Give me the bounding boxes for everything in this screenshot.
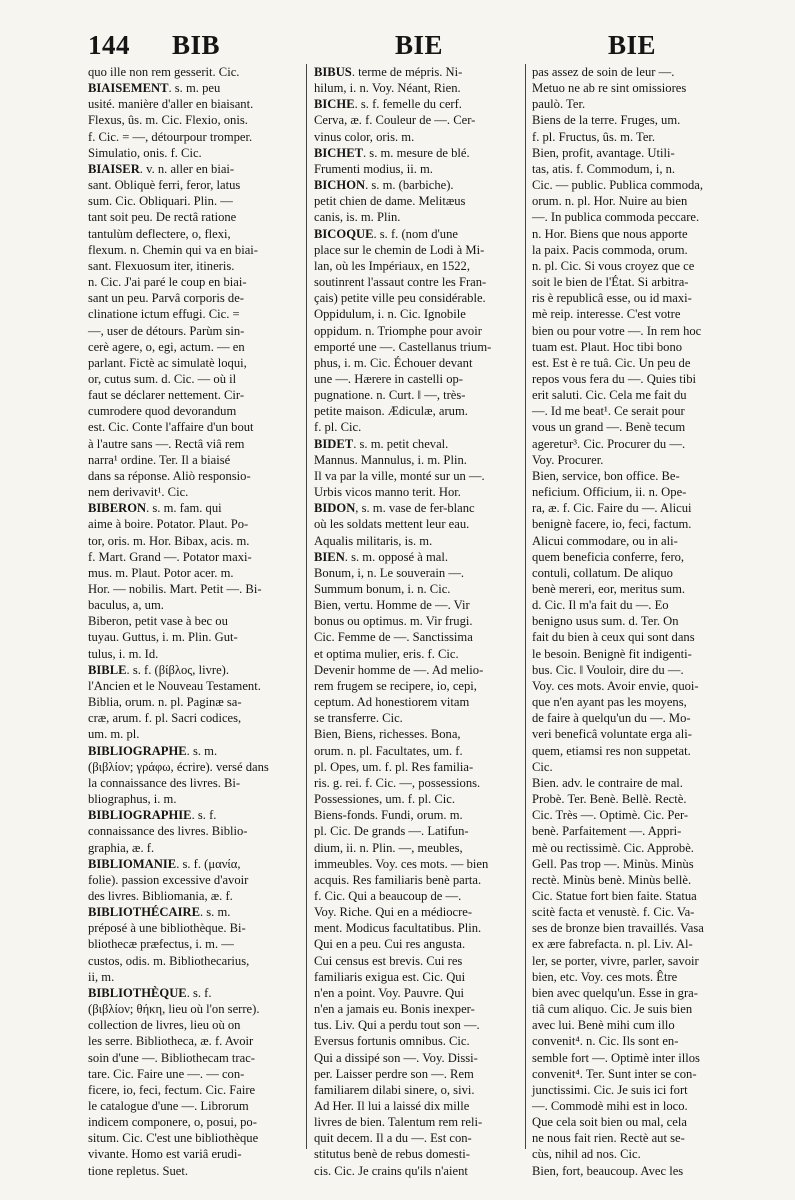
- column-divider: [525, 64, 526, 1149]
- text-line: de faire à quelqu'un du —. Mo-: [532, 711, 691, 726]
- text-columns: [88, 64, 756, 1178]
- text-line: um. m. pl.: [88, 727, 140, 742]
- text-line: tant soit peu. De rectâ ratione: [88, 210, 237, 225]
- text-line: Qui en a peu. Cui res angusta.: [314, 937, 466, 952]
- text-line: Alicui commodare, ou in ali-: [532, 533, 678, 548]
- text-line: per. Laisser perdre son —. Rem: [314, 1066, 474, 1081]
- text-line: Aqualis militaris, is. m.: [314, 533, 433, 548]
- text-line: bien avec quelqu'un. Esse in gra-: [532, 985, 698, 1000]
- text-line: BIAISEMENT. s. m. peu: [88, 81, 221, 96]
- text-line: Biens-fonds. Fundi, orum. m.: [314, 808, 463, 823]
- text-line: Metuo ne ab re sint omissiores: [532, 81, 687, 96]
- text-line: Gell. Pas trop —. Minùs. Minùs: [532, 856, 694, 871]
- text-line: ler, se porter, vivre, parler, savoir: [532, 953, 699, 968]
- text-line: où les soldats mettent leur eau.: [314, 517, 470, 532]
- text-line: soutinrent l'assaut contre les Fran-: [314, 275, 487, 290]
- text-line: vinus color, oris. m.: [314, 129, 415, 144]
- text-line: rem frugem se recipere, io, cepi,: [314, 678, 477, 693]
- text-line: BIDON, s. m. vase de fer-blanc: [314, 501, 475, 516]
- text-line: Bien, fort, beaucoup. Avec les: [532, 1163, 684, 1178]
- text-line: Cui census est brevis. Cui res: [314, 953, 463, 968]
- column-3: [532, 64, 748, 1178]
- text-line: phus, i. m. Cic. Échouer devant: [314, 355, 473, 370]
- text-line: ment. Modicus facultatibus. Plin.: [314, 921, 482, 936]
- text-line: semble fort —. Optimè inter illos: [532, 1050, 700, 1065]
- text-line: Cic.: [532, 759, 553, 774]
- text-line: benignè facere, io, feci, factum.: [532, 517, 692, 532]
- text-line: dans sa réponse. Aliò responsio-: [88, 468, 251, 483]
- text-line: aime à boire. Potator. Plaut. Po-: [88, 517, 249, 532]
- text-line: tor, oris. m. Hor. Bibax, acis. m.: [88, 533, 250, 548]
- text-line: tiâ cum aliquo. Cic. Je suis bien: [532, 1002, 693, 1017]
- text-line: custos, odis. m. Bibliothecarius,: [88, 953, 250, 968]
- text-line: veri beneficâ voluntate erga ali-: [532, 727, 692, 742]
- text-line: tas, atis. f. Commodum, i, n.: [532, 161, 676, 176]
- text-line: Cic. — public. Publica commoda,: [532, 178, 704, 193]
- text-line: cis. Cic. Je crains qu'ils n'aient: [314, 1163, 468, 1178]
- text-line: BIBLIOGRAPHIE. s. f.: [88, 808, 217, 823]
- text-line: ra, æ. f. Cic. Faire du —. Alicui: [532, 501, 692, 516]
- text-line: à l'autre sans —. Rectâ viâ rem: [88, 436, 245, 451]
- text-line: —. Id me beat¹. Ce serait pour: [532, 404, 685, 419]
- text-line: orum. n. pl. Facultates, um. f.: [314, 743, 463, 758]
- text-line: Summum bonum, i. n. Cic.: [314, 582, 451, 596]
- text-line: Bien, profit, avantage. Utili-: [532, 145, 675, 160]
- text-line: n. pl. Cic. Si vous croyez que ce: [532, 258, 695, 273]
- text-line: sum. Cic. Obliquari. Plin. —: [88, 194, 233, 209]
- text-line: Urbis vicos manno terit. Hor.: [314, 485, 461, 500]
- page-number: 144: [88, 30, 130, 60]
- text-line: pugnatione. n. Curt. ‖ —, très-: [314, 388, 466, 403]
- text-line: est. Cic. Conte l'affaire d'un bout: [88, 420, 254, 435]
- text-line: tare. Cic. Faire une —. — con-: [88, 1066, 245, 1081]
- text-line: BIBUS. terme de mépris. Ni-: [314, 65, 463, 79]
- text-line: acquis. Res familiaris benè parta.: [314, 872, 482, 887]
- text-line: benigno usus sum. d. Ter. On: [532, 614, 679, 629]
- text-line: nem derivavit¹. Cic.: [88, 485, 189, 500]
- text-line: ses de bronze bien travaillés. Vasa: [532, 921, 704, 936]
- column-divider: [306, 64, 307, 1149]
- text-line: BICHET. s. m. mesure de blé.: [314, 145, 470, 160]
- text-line: n'en a jamais eu. Bonis inexper-: [314, 1002, 475, 1017]
- column-2: [314, 64, 524, 1178]
- text-line: vous un grand —. Benè tecum: [532, 420, 686, 435]
- text-line: junctissimi. Cic. Je suis ici fort: [532, 1082, 688, 1097]
- text-line: bonus ou optimus. m. Vir frugi.: [314, 614, 473, 629]
- text-line: Bien, vertu. Homme de —. Vir: [314, 598, 470, 613]
- page-header: [88, 30, 756, 66]
- text-line: BICOQUE. s. f. (nom d'une: [314, 226, 458, 241]
- text-line: —. In publica commoda peccare.: [532, 210, 700, 225]
- text-line: faut se déclarer nettement. Cir-: [88, 388, 245, 403]
- text-line: ficere, io, feci, fectum. Cic. Faire: [88, 1082, 256, 1097]
- text-line: est. Est è re tuâ. Cic. Un peu de: [532, 355, 691, 370]
- text-line: çais) petite ville peu considérable.: [314, 291, 486, 306]
- text-line: bien, etc. Voy. ces mots. Être: [532, 969, 678, 984]
- text-line: n'en a point. Voy. Pauvre. Qui: [314, 985, 464, 1000]
- text-line: BIBLIOGRAPHE. s. m.: [88, 743, 218, 758]
- text-line: BIBLIOTHÈQUE. s. f.: [88, 985, 212, 1000]
- text-line: BIBLIOTHÉCAIRE. s. m.: [88, 905, 231, 920]
- text-line: Devenir homme de —. Ad melio-: [314, 662, 484, 677]
- text-line: bliothecæ præfectus, i. m. —: [88, 937, 234, 952]
- text-line: Mannus. Mannulus, i. m. Plin.: [314, 452, 467, 467]
- text-line: pl. Opes, um. f. pl. Res familia-: [314, 759, 474, 774]
- text-line: bliographus, i. m.: [88, 792, 177, 807]
- text-line: Frumenti modius, ii. m.: [314, 161, 433, 176]
- text-line: Cerva, æ. f. Couleur de —. Cer-: [314, 113, 476, 128]
- text-line: collection de livres, lieu où on: [88, 1018, 241, 1033]
- text-line: Simulatio, onis. f. Cic.: [88, 145, 202, 160]
- text-line: petite maison. Ædiculæ, arum.: [314, 404, 468, 419]
- text-line: Flexus, ûs. m. Cic. Flexio, onis.: [88, 113, 248, 128]
- text-line: clinatione ictum effugi. Cic. =: [88, 307, 240, 322]
- text-line: orum. n. pl. Hor. Nuire au bien: [532, 194, 688, 209]
- text-line: stitutus benè de rebus domesti-: [314, 1147, 470, 1162]
- text-line: n. Hor. Biens que nous apporte: [532, 226, 688, 241]
- text-line: Hor. — nobilis. Mart. Petit —. Bi-: [88, 582, 262, 596]
- text-line: (βιβλίον; γράφω, écrire). versé dans: [88, 759, 269, 774]
- text-line: mè ou rectissimè. Cic. Approbè.: [532, 840, 694, 855]
- text-line: bien ou pour votre —. In rem hoc: [532, 323, 702, 338]
- text-line: Possessiones, um. f. pl. Cic.: [314, 792, 455, 807]
- text-line: neficium. Officium, ii. n. Ope-: [532, 485, 687, 500]
- text-line: situm. Cic. C'est une bibliothèque: [88, 1131, 259, 1146]
- text-line: Ad Her. Il lui a laissé dix mille: [314, 1099, 470, 1113]
- text-line: BIBLIOMANIE. s. f. (μανία,: [88, 856, 241, 871]
- text-line: quem, etiamsi res non suppetat.: [532, 743, 691, 758]
- text-line: Probè. Ter. Benè. Bellè. Rectè.: [532, 792, 687, 807]
- text-line: quit decem. Il a du —. Est con-: [314, 1131, 472, 1146]
- text-line: convenit⁴. Ter. Sunt inter se con-: [532, 1066, 697, 1081]
- text-line: (βιβλίον; θήκη, lieu où l'on serre).: [88, 1002, 260, 1017]
- column-1: [88, 64, 298, 1178]
- text-line: canis, is. m. Plin.: [314, 210, 401, 225]
- text-line: mè reip. interesse. C'est votre: [532, 307, 681, 322]
- text-line: familiarem dilabi sinere, o, sivi.: [314, 1082, 475, 1097]
- text-line: tuyau. Guttus, i. m. Plin. Gut-: [88, 630, 238, 645]
- text-line: f. Mart. Grand —. Potator maxi-: [88, 549, 252, 564]
- text-line: Bien, Biens, richesses. Bona,: [314, 727, 461, 742]
- text-line: dium, ii. n. Plin. —, meubles,: [314, 840, 463, 855]
- text-line: ageretur³. Cic. Procurer du —.: [532, 436, 686, 451]
- text-line: emporté une —. Castellanus trium-: [314, 339, 492, 354]
- text-line: ii, m.: [88, 969, 115, 984]
- text-line: Cic. Très —. Optimè. Cic. Per-: [532, 808, 689, 823]
- text-line: et optima mulier, eris. f. Cic.: [314, 646, 459, 661]
- text-line: n. Cic. J'ai paré le coup en biai-: [88, 275, 247, 290]
- text-line: baculus, a, um.: [88, 598, 164, 613]
- text-line: Biblia, orum. n. pl. Paginæ sa-: [88, 695, 242, 710]
- text-line: BIEN. s. m. opposé à mal.: [314, 549, 448, 564]
- text-line: —. Commodè mihi est in loco.: [532, 1099, 688, 1113]
- text-line: une —. Hærere in castelli op-: [314, 371, 463, 386]
- text-line: petit chien de dame. Melitæus: [314, 194, 466, 209]
- text-line: tantulùm deflectere, o, flexi,: [88, 226, 231, 241]
- text-line: benè mereri, eor, meritus sum.: [532, 582, 686, 596]
- text-line: que n'en ayant pas les moyens,: [532, 695, 687, 710]
- text-line: Voy. ces mots. Avoir envie, quoi-: [532, 678, 699, 693]
- text-line: ne nous fait rien. Rectè aut se-: [532, 1131, 685, 1146]
- text-line: Eversus fortunis omnibus. Cic.: [314, 1034, 470, 1049]
- text-line: bus. Cic. ‖ Vouloir, dire du —.: [532, 662, 684, 677]
- text-line: repos vous fera du —. Quies tibi: [532, 371, 697, 386]
- text-line: place sur le chemin de Lodi à Mi-: [314, 242, 485, 257]
- text-line: les serre. Bibliotheca, æ. f. Avoir: [88, 1034, 254, 1049]
- text-line: cumrodere quod devorandum: [88, 404, 237, 419]
- text-line: mus. m. Plaut. Potor acer. m.: [88, 565, 234, 580]
- text-line: des livres. Bibliomania, æ. f.: [88, 888, 233, 903]
- text-line: le catalogue d'une —. Librorum: [88, 1099, 249, 1113]
- text-line: rectè. Minùs benè. Minùs bellè.: [532, 872, 692, 887]
- text-line: pas assez de soin de leur —.: [532, 65, 675, 79]
- text-line: oppidum. n. Triomphe pour avoir: [314, 323, 482, 338]
- text-line: contuli, collatum. De aliquo: [532, 565, 673, 580]
- text-line: connaissance des livres. Biblio-: [88, 824, 248, 839]
- text-line: erit saluti. Cic. Cela me fait du: [532, 388, 687, 403]
- text-line: tulus, i. m. Id.: [88, 646, 159, 661]
- text-line: BICHE. s. f. femelle du cerf.: [314, 97, 462, 112]
- text-line: se transferre. Cic.: [314, 711, 403, 726]
- text-line: cerè agere, o, egi, actum. — en: [88, 339, 245, 354]
- text-line: f. Cic. Qui a beaucoup de —.: [314, 888, 462, 903]
- text-line: cùs, nihil ad nos. Cic.: [532, 1147, 641, 1162]
- text-line: d. Cic. Il m'a fait du —. Eo: [532, 598, 669, 613]
- text-line: hilum, i. n. Voy. Néant, Rien.: [314, 81, 461, 96]
- text-line: Bonum, i, n. Le souverain —.: [314, 565, 465, 580]
- text-line: vivante. Homo est variâ erudi-: [88, 1147, 242, 1162]
- text-line: lan, où les Impériaux, en 1522,: [314, 258, 470, 273]
- text-line: Biberon, petit vase à bec ou: [88, 614, 228, 629]
- text-line: indicem componere, o, posui, po-: [88, 1115, 257, 1130]
- text-line: BICHON. s. m. (barbiche).: [314, 178, 454, 193]
- text-line: BIBLE. s. f. (βίβλος, livre).: [88, 662, 230, 677]
- text-line: sant. Flexuosum iter, itineris.: [88, 258, 235, 273]
- text-line: f. Cic. = —, détourpour tromper.: [88, 129, 253, 144]
- guide-word-right: BIE: [608, 30, 657, 60]
- text-line: ris. g. rei. f. Cic. —, possessions.: [314, 775, 481, 790]
- text-line: fait du bien à ceux qui sont dans: [532, 630, 695, 645]
- text-line: Bien. adv. le contraire de mal.: [532, 775, 683, 790]
- text-line: ex ære fabrefacta. n. pl. Liv. Al-: [532, 937, 693, 952]
- text-line: ris è republicâ esse, ou id maxi-: [532, 291, 692, 306]
- text-line: sant. Obliquè ferri, feror, latus: [88, 178, 241, 193]
- text-line: f. pl. Cic.: [314, 420, 362, 435]
- text-line: ceptum. Ad honestiorem vitam: [314, 695, 470, 710]
- text-line: Il va par la ville, monté sur un —.: [314, 468, 485, 483]
- text-line: préposé à une bibliothèque. Bi-: [88, 921, 246, 936]
- text-line: pl. Cic. De grands —. Latifun-: [314, 824, 469, 839]
- text-line: Qui a dissipé son —. Voy. Dissi-: [314, 1050, 478, 1065]
- guide-word-middle: BIE: [395, 30, 444, 60]
- text-line: livres de bien. Talentum rem reli-: [314, 1115, 483, 1130]
- text-line: benè. Parfaitement —. Appri-: [532, 824, 682, 839]
- text-line: Oppidulum, i. n. Cic. Ignobile: [314, 307, 466, 322]
- text-line: tus. Liv. Qui a perdu tout son —.: [314, 1018, 480, 1033]
- text-line: Cic. Statue fort bien faite. Statua: [532, 888, 697, 903]
- text-line: la paix. Pacis commoda, orum.: [532, 242, 688, 257]
- text-line: l'Ancien et le Nouveau Testament.: [88, 678, 261, 693]
- text-line: folie). passion excessive d'avoir: [88, 872, 249, 887]
- text-line: Biens de la terre. Fruges, um.: [532, 113, 681, 128]
- text-line: paulò. Ter.: [532, 97, 586, 112]
- text-line: avec lui. Benè mihi cum illo: [532, 1018, 675, 1033]
- dictionary-page: [88, 30, 756, 1178]
- text-line: sant un peu. Parvâ corporis de-: [88, 291, 244, 306]
- text-line: usité. manière d'aller en biaisant.: [88, 97, 254, 112]
- text-line: immeubles. Voy. ces mots. — bien: [314, 856, 489, 871]
- text-line: or, cutus sum. d. Cic. — où il: [88, 371, 237, 386]
- text-line: cræ, arum. f. pl. Sacri codices,: [88, 711, 242, 726]
- text-line: BIBERON. s. m. fam. qui: [88, 501, 222, 516]
- text-line: graphia, æ. f.: [88, 840, 155, 855]
- text-line: Bien, service, bon office. Be-: [532, 468, 680, 483]
- text-line: tione repletus. Suet.: [88, 1163, 189, 1178]
- text-line: convenit⁴. n. Cic. Ils sont en-: [532, 1034, 679, 1049]
- text-line: tuam est. Plaut. Hoc tibi bono: [532, 339, 683, 354]
- text-line: le besoin. Benignè fit indigenti-: [532, 646, 692, 661]
- text-line: soit le bien de l'État. Si arbitra-: [532, 275, 689, 290]
- text-line: Voy. Riche. Qui en a médiocre-: [314, 905, 473, 920]
- text-line: BIDET. s. m. petit cheval.: [314, 436, 449, 451]
- text-line: narra¹ ordine. Ter. Il a biaisé: [88, 452, 231, 467]
- text-line: scitè facta et venustè. f. Cic. Va-: [532, 905, 695, 920]
- text-line: la connaissance des livres. Bi-: [88, 775, 241, 790]
- text-line: flexum. n. Chemin qui va en biai-: [88, 242, 258, 257]
- text-line: familiaris exigua est. Cic. Qui: [314, 969, 466, 984]
- text-line: BIAISER. v. n. aller en biai-: [88, 161, 235, 176]
- text-line: Cic. Femme de —. Sanctissima: [314, 630, 473, 645]
- text-line: f. pl. Fructus, ûs. m. Ter.: [532, 129, 656, 144]
- text-line: parlant. Fictè ac simulatè loqui,: [88, 355, 247, 370]
- text-line: soin d'une —. Bibliothecam trac-: [88, 1050, 255, 1065]
- text-line: quem beneficia conferre, fero,: [532, 549, 685, 564]
- text-line: Que cela soit bien ou mal, cela: [532, 1115, 687, 1130]
- text-line: Voy. Procurer.: [532, 452, 604, 467]
- guide-word-left: BIB: [172, 30, 221, 60]
- text-line: quo ille non rem gesserit. Cic.: [88, 65, 240, 79]
- text-line: —, user de détours. Parùm sin-: [88, 323, 245, 338]
